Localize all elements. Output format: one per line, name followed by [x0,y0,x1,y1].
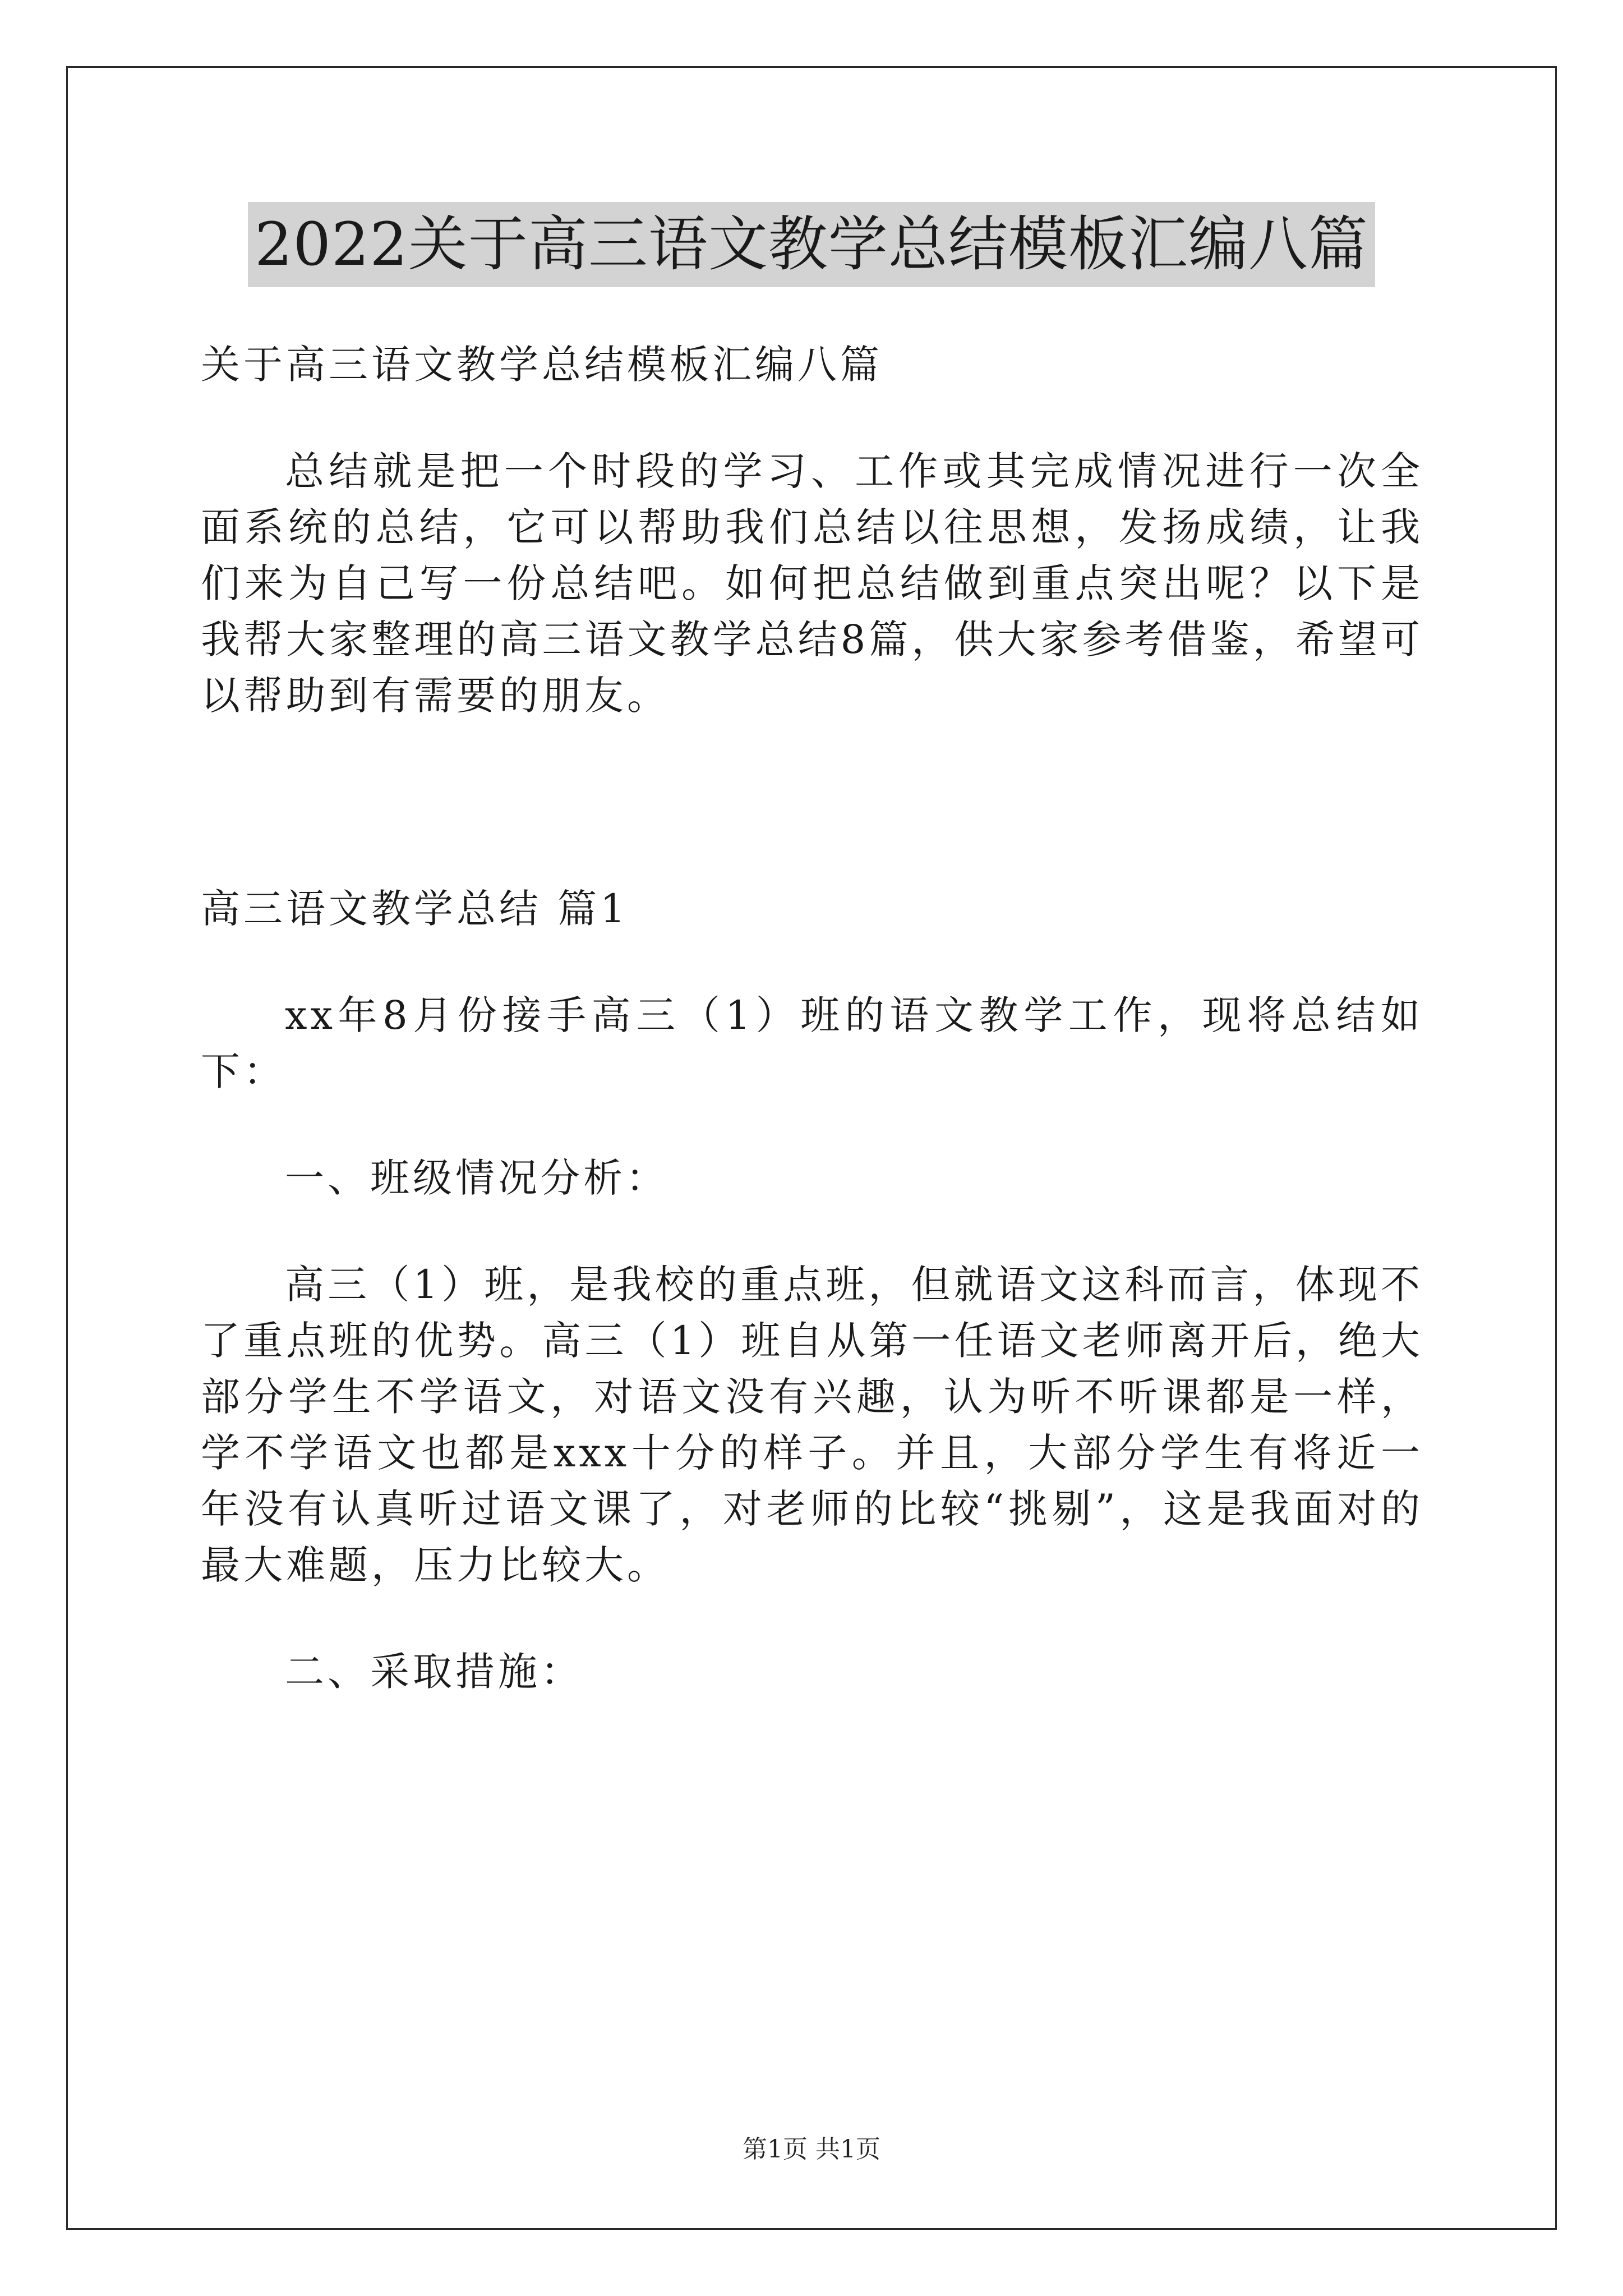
paragraph-3: 高三（1）班，是我校的重点班，但就语文这科而言，体现不了重点班的优势。高三（1）班自从第一任语文老师离开后，绝大部分学生不学语文，对语文没有兴趣，认为听不听课都是一样，学不学语文也都是xxx十分的样子。并且，大部分学生有将近一年没有认真听过语文课了，对老师的比较“挑剔”，这是我面对的最大难题，压力比较大。 [201,1262,1423,1588]
document-body [201,314,1423,1700]
document-title: 2022关于高三语文教学总结模板汇编八篇 [248,202,1375,287]
paragraph-2: 一、班级情况分析： [285,1155,668,1201]
title-container [0,202,1623,287]
intro-paragraph: 总结就是把一个时段的学习、工作或其完成情况进行一次全面系统的总结，它可以帮助我们总结以往思想，发扬成绩，让我们来为自己写一份总结吧。如何把总结做到重点突出呢？以下是我帮大家整理的高三语文教学总结8篇，供大家参考借鉴，希望可以帮助到有需要的朋友。 [201,448,1423,719]
paragraph-1: xx年8月份接手高三（1）班的语文教学工作，现将总结如下： [201,992,1423,1094]
paragraph-4: 二、采取措施： [285,1649,583,1695]
page-footer: 第1页 共1页 [743,2135,880,2164]
document-subtitle: 关于高三语文教学总结模板汇编八篇 [201,342,883,388]
section-heading: 高三语文教学总结 篇1 [201,886,629,932]
